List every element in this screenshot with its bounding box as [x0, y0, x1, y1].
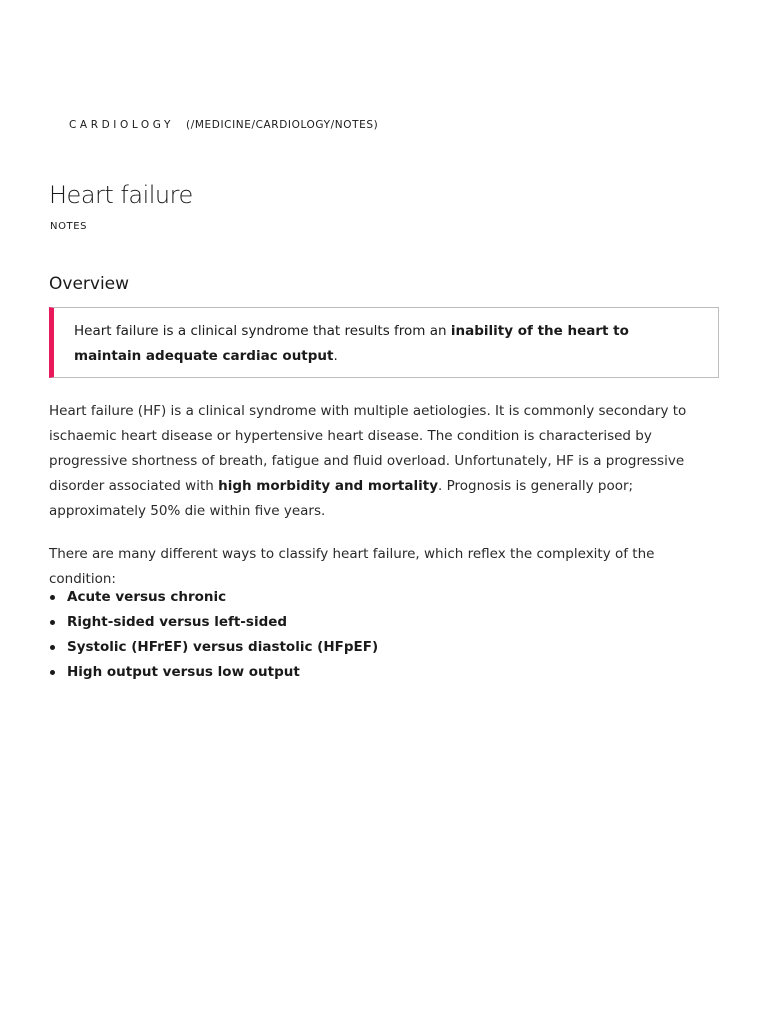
classification-list	[49, 585, 378, 685]
list-item	[49, 635, 378, 660]
bullet-icon	[50, 595, 55, 600]
callout-text-start: Heart failure is a clinical syndrome that results from an	[74, 323, 451, 339]
list-item	[49, 660, 378, 685]
breadcrumb-cardiology-link[interactable]: CARDIOLOGY	[69, 119, 175, 131]
classification-paragraph: There are many different ways to classify heart failure, which reflex the complexity of the condition:	[49, 546, 655, 587]
overview-heading: Overview	[49, 274, 130, 294]
list-item	[49, 585, 378, 610]
notes-tag: NOTES	[50, 221, 88, 232]
breadcrumb-path: (/MEDICINE/CARDIOLOGY/NOTES)	[186, 119, 379, 131]
bullet-icon	[50, 620, 55, 625]
bullet-icon	[50, 645, 55, 650]
breadcrumb	[69, 118, 378, 132]
page-title: Heart failure	[49, 181, 193, 209]
list-item-label: Right-sided versus left-sided	[67, 614, 288, 630]
callout-text	[74, 319, 694, 369]
bullet-icon	[50, 670, 55, 675]
intro-paragraph	[49, 399, 721, 524]
list-item	[49, 610, 378, 635]
intro-paragraph-end: . Prognosis is generally poor; approximately 50% die within five years.	[49, 478, 634, 519]
list-item-label: High output versus low output	[67, 664, 300, 680]
intro-paragraph-bold: high morbidity and mortality	[218, 478, 438, 494]
callout-text-bold: inability of the heart to maintain adequate cardiac output	[74, 323, 629, 364]
callout-text-end: .	[333, 348, 338, 364]
list-item-label: Acute versus chronic	[67, 589, 227, 605]
intro-paragraph-start: Heart failure (HF) is a clinical syndrome with multiple aetiologies. It is commonly secondary to ischaemic heart disease or hypertensive heart disease. The condition is characterised by progressive shortness of breath, fatigue and fluid overload. Unfortunately, HF is a progressive disorder associated with	[49, 403, 687, 494]
definition-callout	[49, 307, 719, 378]
list-item-label: Systolic (HFrEF) versus diastolic (HFpEF)	[67, 639, 379, 655]
